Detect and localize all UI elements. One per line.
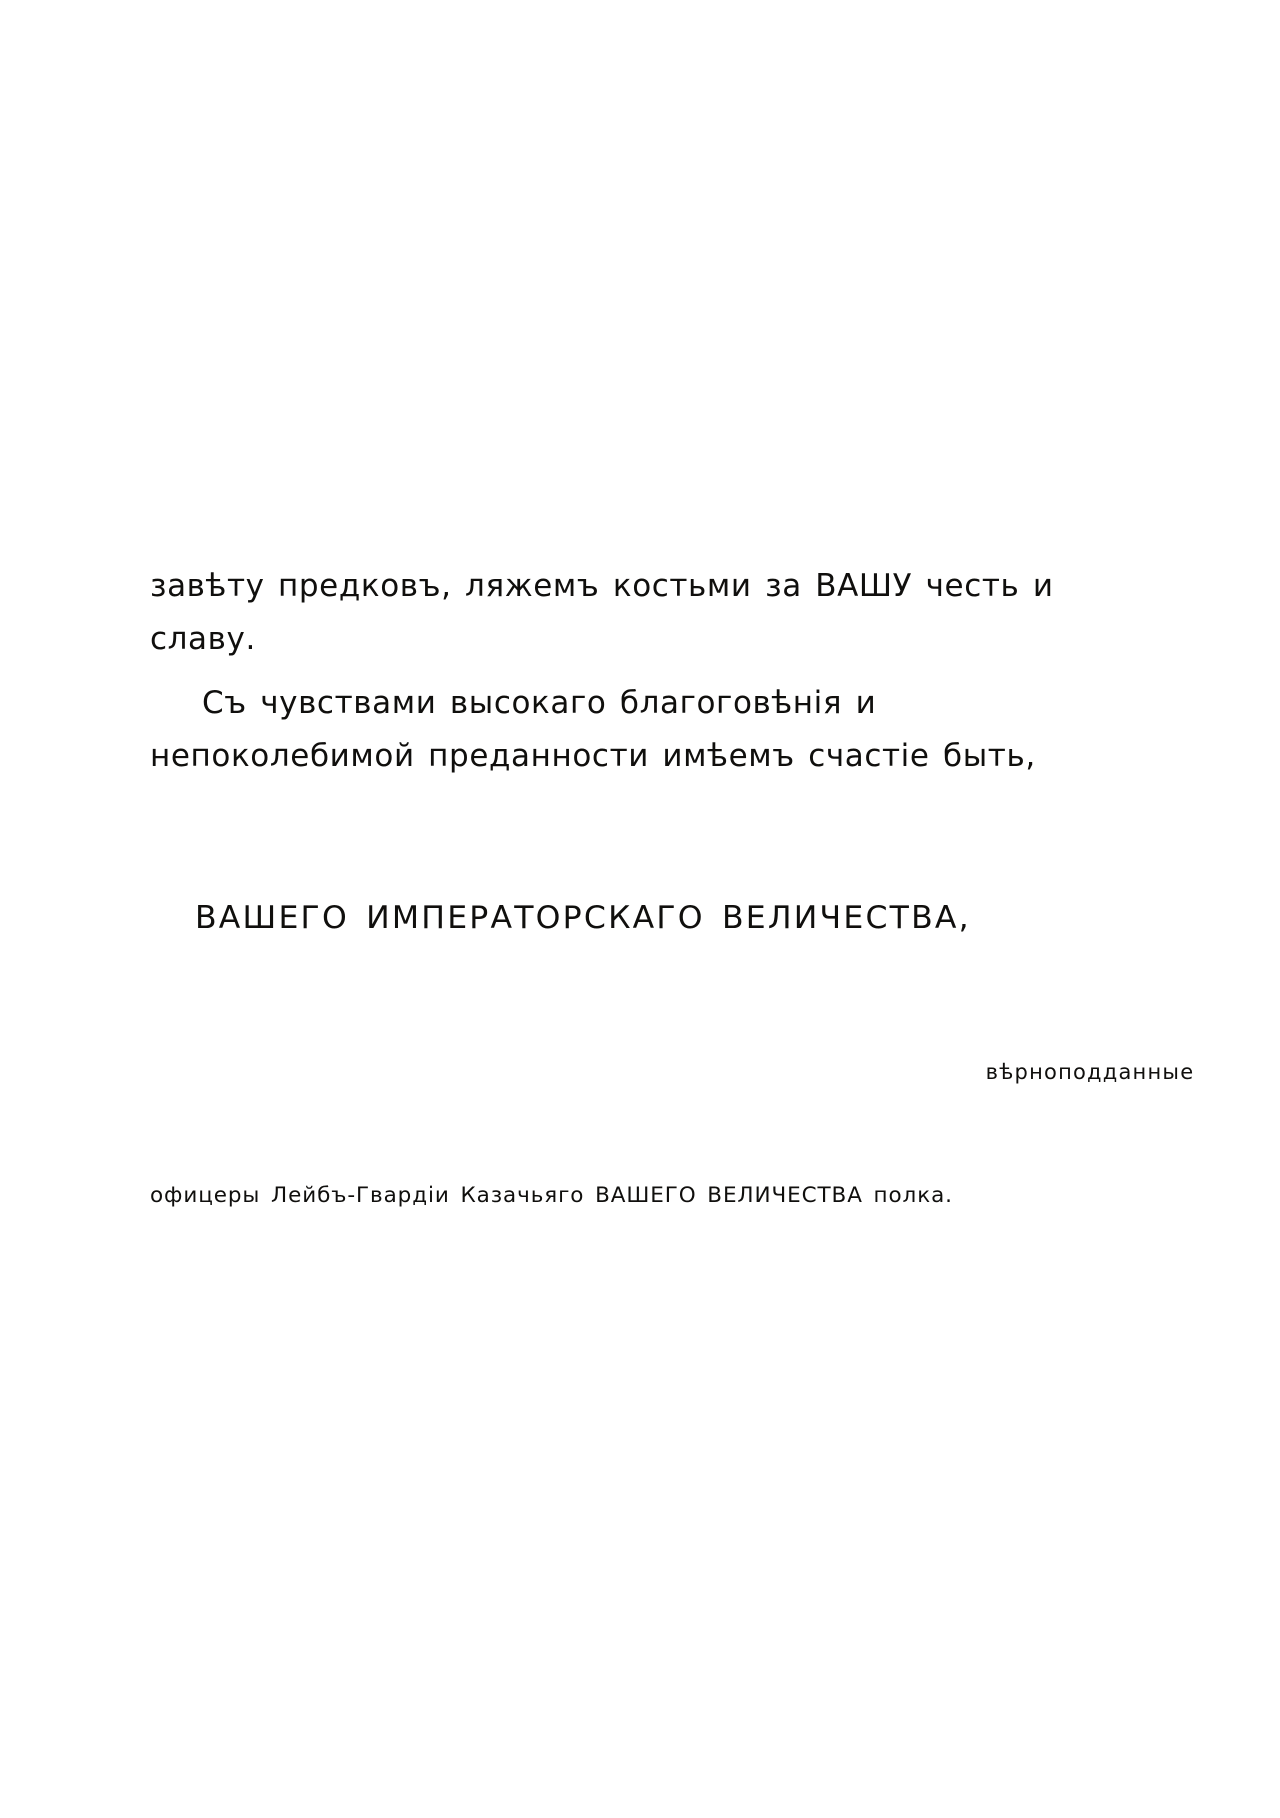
paragraph-spacer [150, 667, 1140, 677]
paragraph: завѣту предковъ, ляжемъ костьми за ВАШУ честь и славу. [150, 568, 1054, 658]
paragraph: Съ чувствами высокаго благоговѣнія и непоколебимой преданности имѣемъ счастіе быть, [150, 684, 1036, 774]
signature-qualifier: вѣрноподданные [985, 1060, 1195, 1084]
signature-line: офицеры Лейбъ-Гвардіи Казачьяго ВАШЕГО ВЕЛИЧЕСТВА полка. [150, 1183, 953, 1208]
salutation-line: ВАШЕГО ИМПЕРАТОРСКАГО ВЕЛИЧЕСТВА, [195, 900, 971, 936]
document-body [150, 560, 1140, 783]
